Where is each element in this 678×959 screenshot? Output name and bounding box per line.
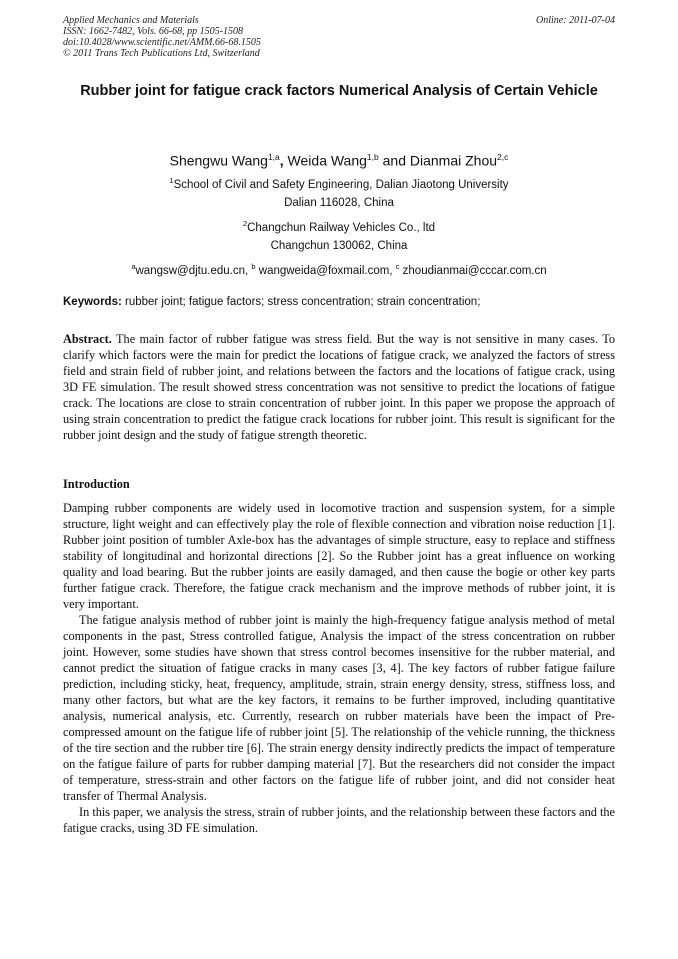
- author-name: Weida Wang: [287, 152, 367, 169]
- paragraph: Damping rubber components are widely used in locomotive traction and suspension system, for a simple structure, light weight and can effectively play the role of flexible connection and vibration noise reduction [1]. Rubber joint position of tumbler Axle-box has the advantages of simple structure, easy to replace and stiffness stability of longitudinal and horizontal directions [2]. So the Rubber joint has a great influence on working quality and load bearing. But the rubber joints are easily damaged, and then cause the bogie or other key parts further fatigue crack. Therefore, the fatigue crack mechanism and the improve methods of rubber joint, it is very important.: [63, 501, 615, 611]
- keywords-label: Keywords:: [63, 296, 122, 308]
- affiliation-marker: 1: [169, 176, 174, 185]
- email-marker: c: [395, 262, 400, 271]
- affiliation-text: Changchun Railway Vehicles Co., ltd: [247, 221, 436, 234]
- email-address[interactable]: wangsw@djtu.edu.cn,: [135, 264, 252, 277]
- paragraph: The fatigue analysis method of rubber joint is mainly the high-frequency fatigue analysis method of metal components in the past, Stress controlled fatigue, Analysis the impact of the stress concentration on rubber joint. However, some studies have shown that stress control becomes insensitive for the rubber material, and cannot predict the situation of fatigue cracks in many cases [3, 4]. The key factors of rubber fatigue failure prediction, including sticky, heat, frequency, amplitude, strain, strain energy density, stress, stiffness loss, and many other factors, but what are the key factors, it remains to be further improved, including quantitative analysis, numerical analysis, etc. Currently, research on rubber materials have been the impact of Pre-compressed amount on the fatigue life of rubber joint [5]. The relationship of the vehicle running, the thickness of the tire section and the rubber tire [6]. The strain energy density indirectly predicts the impact of temperature on the fatigue failure of parts for rubber damping material [7]. But the researchers did not consider the impact of temperature, stress-strain and other factors on the fatigue life of rubber joint, and did not consider heat transfer of Thermal Analysis.: [63, 613, 615, 803]
- paper-title: Rubber joint for fatigue crack factors Numerical Analysis of Certain Vehicle: [80, 83, 598, 99]
- abstract-text: The main factor of rubber fatigue was stress field. But the way is not sensitive in many cases. To clarify which factors were the main for predict the locations of fatigue crack, we analyzed the factors of stress field and strain field of rubber joint, and relations between the factors and the locations of fatigue crack, using 3D FE simulation. The result showed stress concentration was not sensitive to predict the locations of fatigue crack. The locations are close to strain concentration of rubber joint. In this paper we propose the approach of using strain concentration to predict the fatigue crack locations for rubber joint. This result is significant for the rubber joint design and the study of fatigue strength theoretic.: [63, 332, 615, 442]
- doi-line[interactable]: doi:10.4028/www.scientific.net/AMM.66-68.1505: [63, 37, 261, 48]
- affiliation-2-city: Changchun 130062, China: [270, 240, 408, 252]
- author-affiliation-marker: 2,c: [497, 152, 509, 162]
- journal-name: Applied Mechanics and Materials: [63, 15, 199, 26]
- abstract: [63, 331, 615, 443]
- running-header: [63, 15, 615, 59]
- email-address[interactable]: zhoudianmai@cccar.com.cn: [399, 264, 547, 277]
- issn-line: ISSN: 1662-7482, Vols. 66-68, pp 1505-1508: [63, 26, 243, 37]
- author-name: Dianmai Zhou: [409, 152, 498, 169]
- email-marker: a: [131, 262, 136, 271]
- email-address[interactable]: wangweida@foxmail.com,: [255, 264, 396, 277]
- author-list: [40, 147, 638, 171]
- section-heading-introduction: Introduction: [63, 477, 130, 491]
- introduction-body: [63, 500, 615, 836]
- author-separator: ,: [279, 152, 288, 169]
- author-affiliation-marker: 1,a: [267, 152, 280, 162]
- copyright-line: © 2011 Trans Tech Publications Ltd, Switzerland: [63, 48, 260, 59]
- author-emails: [40, 259, 638, 279]
- email-marker: b: [251, 262, 256, 271]
- affiliation-text: School of Civil and Safety Engineering, Dalian Jiaotong University: [173, 178, 509, 191]
- online-date: Online: 2011-07-04: [536, 15, 615, 26]
- affiliation-marker: 2: [242, 219, 248, 228]
- author-name: Shengwu Wang: [169, 152, 268, 169]
- affiliation-1-city: Dalian 116028, China: [284, 197, 394, 209]
- author-affiliation-marker: 1,b: [366, 152, 379, 162]
- affiliation-1: [40, 173, 638, 193]
- keywords-text: rubber joint; fatigue factors; stress concentration; strain concentration;: [121, 296, 481, 308]
- author-separator: and: [378, 152, 410, 169]
- keywords: [63, 294, 615, 310]
- affiliation-2: [40, 216, 638, 236]
- abstract-label: Abstract.: [63, 332, 112, 346]
- paragraph: In this paper, we analysis the stress, strain of rubber joints, and the relationship between these factors and the fatigue cracks, using 3D FE simulation.: [63, 805, 615, 835]
